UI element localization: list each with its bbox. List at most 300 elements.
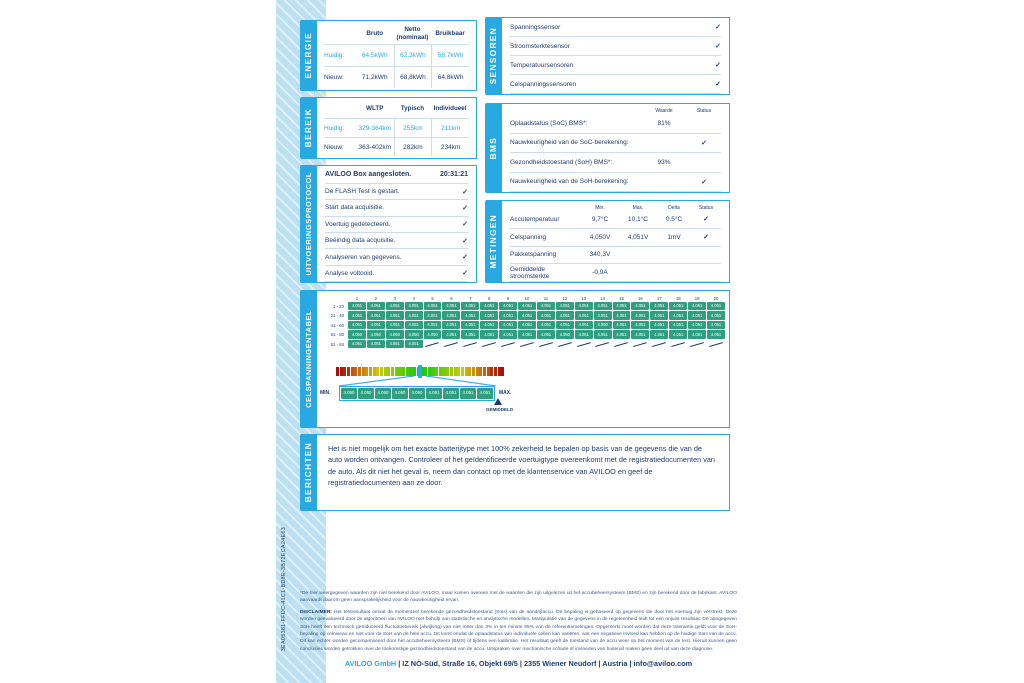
cell-empty	[499, 340, 517, 348]
energie-value: 64,8kWh	[431, 67, 469, 88]
section-tab-label: SENSOREN	[488, 27, 498, 85]
energie-col-header: Netto (nominaal)	[396, 25, 429, 41]
cell-voltage: 4.051	[631, 311, 649, 319]
cell-col-header: 18	[675, 296, 681, 301]
color-bar-segment	[439, 367, 442, 376]
cell-voltage: 4.051	[594, 302, 612, 310]
metingen-min: -0,9A	[592, 269, 608, 277]
metingen-row-label: Celspanning	[510, 233, 547, 241]
cell-voltage: 4.050	[367, 330, 385, 338]
zoom-cell-voltage: 4.050	[375, 388, 391, 399]
metingen-status: ✓	[703, 234, 709, 242]
cell-voltage: 4.051	[480, 302, 498, 310]
cell-voltage: 4.051	[613, 311, 631, 319]
cell-voltage: 4.051	[442, 302, 460, 310]
color-bar-segment	[494, 367, 497, 376]
check-icon: ✓	[462, 254, 468, 261]
energie-row-label: Huidig:	[324, 52, 345, 59]
bms-row-label: Nauwkeurigheid van de SoC-berekening:	[510, 139, 629, 147]
cell-voltage: 4.051	[405, 311, 423, 319]
metingen-row	[510, 229, 721, 247]
color-bar-segment	[479, 367, 482, 376]
bms-row	[510, 114, 721, 134]
cell-voltage: 4.050	[594, 321, 612, 329]
section-tab-label: UITVOERINGSPROTOCOL	[303, 172, 313, 276]
zoom-cell-voltage: 4.051	[477, 388, 493, 399]
cell-voltage: 4.051	[669, 321, 687, 329]
color-bar-segment	[406, 367, 409, 376]
cell-row-label: 81 - 84	[330, 341, 344, 347]
section-tab-label: BMS	[488, 136, 498, 160]
energie-table	[317, 21, 476, 90]
energie-row	[324, 44, 469, 66]
color-bar-segment	[351, 367, 354, 376]
energie-row-label: Nieuw:	[324, 74, 344, 81]
check-icon: ✓	[462, 237, 468, 245]
footer-brand: AVILOO GmbH	[344, 659, 397, 668]
protocol-step-label: Beëindig data acquisitie.	[325, 237, 396, 245]
cell-col-header: 10	[524, 296, 530, 301]
max-label: MAX.	[499, 390, 512, 396]
cell-col-header: 6	[450, 296, 453, 301]
bereik-row-label: Nieuw:	[324, 143, 344, 151]
energie-col-header: Bruikbaar	[435, 29, 465, 37]
color-bar-segment	[384, 367, 387, 376]
cell-voltage: 4.051	[480, 330, 498, 338]
cell-empty	[518, 340, 536, 348]
bereik-row	[324, 118, 469, 137]
cell-voltage: 4.051	[442, 330, 460, 338]
average-marker-icon	[494, 398, 502, 405]
cell-col-header: 1	[355, 296, 359, 301]
bms-row-status: ✓	[701, 178, 707, 186]
bms-table	[501, 103, 730, 193]
cell-voltage: 4.051	[537, 330, 555, 338]
report-id-vertical: 3EA05381-FFDC-41C1-BD8E-3B72ECA24E63	[281, 527, 287, 652]
cell-voltage: 4.051	[367, 321, 385, 329]
cell-voltage: 4.051	[594, 330, 612, 338]
cell-voltage: 4.051	[650, 330, 668, 338]
bms-row-status: ✓	[701, 139, 707, 147]
cell-col-header: 12	[562, 296, 568, 301]
metingen-delta: 1mV	[667, 233, 681, 241]
cell-voltage: 4.051	[367, 311, 385, 319]
color-bar-segment	[442, 367, 445, 376]
cell-col-header: 13	[581, 296, 587, 301]
section-tab-sensoren	[485, 17, 501, 95]
cell-empty	[669, 340, 687, 348]
cell-voltage: 4.051	[518, 330, 536, 338]
disclaimer-text: Het testresultaat omvat de momenteel berekende gezondheidstoestand (SoH) van de aandrijfaccu. De bepaling is gebaseerd op gegevens die door het voertuig zijn verstrekt. Deze worden geëvalueerd door de algoritmen van AVILOO met behulp van statistische en analytische modellen. Manipulatie van de gegevens in de regeleenheid leidt tot een onjuist resultaat. De aangegeven SoH heeft een technisch geïnduceerd fluctuatiebereik (afwijking) van niet meer dan 3% in ten minste 95% van de referentiemetingen. Opgemerkt moet worden dat deze tolerantie geldt voor de SoH-bepaling op celniveau en niet voor de SoH van de hele accu. Dit komt omdat de oplaadstatus van individuele cellen kan variëren, wat een negatieve invloed kan hebben op de huidige SoH van de accu. Dit kan echter worden gecompenseerd door het accubeheersysteem (BMS) of tijdens een kalibratie. Het resultaat geeft de toestand van de accu weer op het moment van de test. Hieruit kunnen geen conclusies worden getrokken over de toekomstige gezondheidstoestand van de accu. Uitspraken over mechanische schade of invloeden van buitenaf maken geen deel uit van deze diagnose.	[300, 610, 737, 652]
cell-voltage: 4.051	[424, 311, 442, 319]
section-bms	[485, 103, 730, 193]
protocol-step-label: Start data acquisitie.	[325, 204, 384, 212]
protocol-step	[325, 184, 468, 200]
cell-voltage: 4.051	[631, 330, 649, 338]
cell-voltage: 4.051	[537, 321, 555, 329]
bms-row-label: Oplaadstatus (SoC) BMS*:	[510, 119, 588, 127]
bereik-table	[317, 98, 476, 158]
section-tab-bms	[485, 103, 501, 193]
cell-voltage: 4.051	[669, 330, 687, 338]
cell-voltage: 4.051	[650, 302, 668, 310]
protocol-step	[325, 200, 468, 216]
cell-col-header: 14	[600, 296, 606, 301]
cell-voltage: 4.051	[707, 311, 725, 319]
bms-row	[510, 153, 721, 173]
color-bar-segment	[347, 367, 350, 376]
energie-value: 71,2kWh	[361, 74, 388, 81]
metingen-min: 340,3V	[589, 251, 611, 259]
energie-value: 58,7kWh	[431, 45, 469, 66]
cell-empty	[424, 340, 442, 348]
cell-col-header: 2	[374, 296, 378, 301]
cell-voltage: 4.051	[613, 321, 631, 329]
cell-voltage: 4.051	[518, 302, 536, 310]
color-bar-segment	[446, 367, 449, 376]
cell-voltage: 4.051	[537, 311, 555, 319]
color-bar-segment	[387, 367, 390, 376]
cell-voltage: 4.051	[461, 321, 479, 329]
cell-voltage-grid	[323, 296, 725, 348]
cell-voltage: 4.050	[556, 330, 574, 338]
protocol-step-label: De FLASH Test is gestart.	[325, 188, 400, 196]
bereik-col-header: Typisch	[400, 105, 425, 113]
cell-voltage: 4.051	[367, 302, 385, 310]
bereik-col-header: WLTP	[366, 105, 384, 113]
bereik-value: 329-364km	[358, 124, 391, 132]
metingen-col-delta: Delta	[668, 205, 680, 211]
cell-voltage: 4.051	[442, 321, 460, 329]
cell-voltage: 4.051	[594, 311, 612, 319]
cell-empty	[442, 340, 460, 348]
protocol-list	[316, 165, 477, 283]
protocol-step	[325, 249, 468, 265]
cell-voltage: 4.051	[424, 321, 442, 329]
cell-voltage: 4.051	[499, 330, 517, 338]
sensor-label: Stroomsterktesensor	[510, 42, 570, 50]
zoom-cell-voltage: 4.050	[341, 388, 357, 399]
energie-value: 64,5kWh	[361, 52, 388, 59]
cell-col-header: 11	[543, 296, 549, 301]
cell-voltage: 4.051	[348, 340, 366, 348]
bms-row	[510, 134, 721, 154]
cell-voltage: 4.050	[386, 330, 404, 338]
cell-voltage: 4.051	[631, 321, 649, 329]
section-tab-energie	[300, 20, 316, 91]
cell-voltage: 4.051	[499, 321, 517, 329]
footer	[300, 659, 737, 668]
color-bar-segment	[402, 367, 405, 376]
energie-col-header: Bruto	[366, 29, 384, 37]
cell-voltage: 4.051	[518, 321, 536, 329]
energie-row	[324, 66, 469, 88]
cell-col-header: 15	[619, 296, 624, 301]
section-bereik	[300, 97, 477, 159]
bereik-row	[324, 137, 469, 156]
cell-voltage: 4.050	[424, 330, 442, 338]
protocol-step	[325, 233, 468, 249]
color-bar-segment	[457, 367, 460, 376]
cell-col-header: 3	[393, 296, 396, 301]
check-icon: ✓	[715, 24, 721, 31]
cell-row-label: 1 - 20	[333, 303, 344, 309]
cell-voltage: 4.051	[405, 321, 423, 329]
color-bar-segment	[380, 367, 383, 376]
color-bar-segment	[454, 367, 457, 376]
bereik-col-header: Individueel	[433, 105, 467, 113]
cell-row-label: 61 - 80	[330, 332, 344, 338]
metingen-max: 10,1°C	[628, 215, 648, 223]
color-bar-segment	[465, 367, 468, 376]
zoom-cell-voltage: 4.050	[392, 388, 408, 399]
bms-row-label: Nauwkeurigheid van de SoH-berekening:	[510, 178, 629, 186]
sensor-row	[510, 18, 721, 37]
color-bar-segment	[450, 367, 453, 376]
cell-voltage: 4.051	[518, 311, 536, 319]
berichten-text: Het is niet mogelijk om het exacte batterijtype met 100% zekerheid te bepalen op basis van de gegevens die van de auto worden ontvangen. Controleer of het geïdentificeerde voertuigtype overeenkomt met de registratiedocumenten van de auto. Als dit niet het geval is, neem dan contact op met de klantenservice van AVILOO en geef de registratiedocumenten aan ze door.	[328, 444, 715, 487]
cell-voltage: 4.051	[386, 321, 404, 329]
check-icon: ✓	[715, 62, 721, 69]
color-bar-segment	[409, 367, 412, 376]
protocol-header-text: AVILOO Box aangesloten.	[325, 170, 412, 178]
average-label: GEMIDDELD	[486, 407, 513, 412]
cell-voltage: 4.050	[348, 330, 366, 338]
energie-value: 62,3kWh	[394, 45, 432, 66]
color-bar-segment	[376, 367, 379, 376]
voltage-zoom-row	[339, 386, 495, 401]
color-bar-segment	[340, 367, 343, 376]
cell-col-header: 4	[412, 296, 415, 301]
bms-row	[510, 173, 721, 193]
cell-voltage: 4.051	[650, 321, 668, 329]
metingen-row-label: Accutemperatuur	[510, 215, 560, 223]
cell-col-header: 20	[713, 296, 719, 301]
color-bar-segment	[391, 367, 394, 376]
metingen-row-label: Pakketspanning	[510, 251, 557, 259]
cell-col-header: 17	[656, 296, 662, 301]
cell-voltage: 4.051	[669, 302, 687, 310]
cell-voltage: 4.051	[461, 302, 479, 310]
cell-voltage: 4.051	[499, 302, 517, 310]
cell-empty	[631, 340, 649, 348]
check-icon: ✓	[462, 270, 468, 278]
cell-col-header: 7	[469, 296, 472, 301]
color-bar-segment	[490, 367, 493, 376]
sensor-row	[510, 37, 721, 56]
check-icon: ✓	[462, 204, 468, 212]
cell-voltage: 4.051	[405, 340, 423, 348]
section-energie	[300, 20, 477, 91]
color-bar-segment	[358, 367, 361, 376]
zoom-cell-voltage: 4.051	[443, 388, 459, 399]
bms-col-status: Status	[696, 108, 712, 114]
section-tab-celspanningentabel	[300, 290, 316, 428]
section-tab-bereik	[300, 97, 316, 159]
protocol-step	[325, 217, 468, 233]
cell-voltage: 4.051	[707, 321, 725, 329]
color-bar-segment	[483, 367, 486, 376]
section-celspanningentabel	[300, 290, 730, 428]
metingen-status: ✓	[703, 216, 709, 224]
metingen-min: 9,7°C	[591, 215, 609, 223]
cell-voltage: 4.051	[556, 302, 574, 310]
color-bar-segment	[501, 367, 504, 376]
color-bar-segment	[336, 367, 339, 376]
metingen-col-status: Status	[698, 205, 714, 211]
color-bar-segment	[395, 367, 398, 376]
metingen-col-max: Max.	[632, 205, 644, 211]
cell-voltage: 4.051	[442, 311, 460, 319]
cell-voltage: 4.051	[480, 321, 498, 329]
metingen-row	[510, 264, 721, 282]
footnote: *De hier weergegeven waarden zijn niet berekend door AVILOO, maar komen overeen met de waarden die zijn uitgelezen uit het accubeheersysteem (BMS) en zijn berekend door de fabrikant. AVILOO aanvaardt daarom geen aansprakelijkheid voor de nauwkeurigheid ervan.	[300, 591, 737, 604]
color-bar-segment	[369, 367, 372, 376]
cell-voltage: 4.051	[405, 302, 423, 310]
disclaimer-label: DISCLAIMER:	[300, 610, 333, 615]
check-icon: ✓	[715, 43, 721, 50]
section-tab-label: METINGEN	[488, 214, 498, 269]
section-tab-label: CELSPANNINGENTABEL	[303, 310, 313, 408]
cell-voltage: 4.051	[556, 311, 574, 319]
sensor-label: Temperatuursensoren	[510, 61, 574, 69]
color-bar-segment	[472, 367, 475, 376]
bms-row-label: Gezondheidstoestand (SoH) BMS*:	[510, 158, 613, 166]
cell-col-header: 9	[506, 296, 510, 301]
protocol-step	[325, 266, 468, 282]
bms-row-waarde: 81%	[657, 119, 671, 127]
cell-voltage: 4.051	[480, 311, 498, 319]
color-bar-segment	[428, 367, 431, 376]
cell-voltage: 4.051	[575, 321, 593, 329]
sensor-label: Celspanningssensoren	[510, 80, 577, 88]
zoom-cell-voltage: 4.050	[409, 388, 425, 399]
cell-voltage: 4.051	[348, 311, 366, 319]
metingen-row-label: Gemiddelde stroomsterkte	[510, 265, 550, 280]
voltage-color-bar	[336, 367, 504, 376]
protocol-step-label: Analyseren van gegevens.	[325, 253, 402, 261]
color-bar-segment	[343, 367, 346, 376]
metingen-delta: 0,5°C	[665, 215, 683, 223]
cell-voltage: 4.051	[461, 311, 479, 319]
color-bar-segment	[424, 367, 427, 376]
color-bar-segment	[476, 367, 479, 376]
cell-voltage: 4.051	[575, 330, 593, 338]
cell-row-label: 41 - 60	[330, 322, 344, 328]
metingen-max: 4,051V	[627, 233, 649, 241]
bereik-value: 211km	[431, 119, 469, 137]
bms-row-waarde: 93%	[657, 158, 671, 166]
metingen-row	[510, 247, 721, 265]
color-bar-segment	[365, 367, 368, 376]
metingen-table	[501, 200, 730, 283]
metingen-row	[510, 211, 721, 229]
section-tab-label: BERICHTEN	[303, 442, 313, 503]
cell-empty	[613, 340, 631, 348]
section-sensoren	[485, 17, 730, 95]
color-bar-segment	[354, 367, 357, 376]
cell-empty	[688, 340, 706, 348]
color-bar-segment	[373, 367, 376, 376]
section-protocol	[300, 165, 477, 283]
cell-voltage: 4.051	[537, 302, 555, 310]
metingen-col-min: Min.	[595, 205, 605, 211]
cell-empty	[537, 340, 555, 348]
magnifier-lines	[336, 376, 504, 386]
cell-col-header: 5	[431, 296, 434, 301]
section-tab-label: BEREIK	[303, 108, 313, 148]
protocol-step-label: Voertuig gedetecteerd.	[325, 220, 391, 228]
section-tab-berichten	[300, 434, 316, 511]
cell-voltage: 4.051	[556, 321, 574, 329]
cell-voltage: 4.051	[707, 302, 725, 310]
color-bar-segment	[398, 367, 401, 376]
sensor-row	[510, 56, 721, 75]
disclaimer	[300, 609, 737, 653]
color-bar-segment	[362, 367, 365, 376]
cell-voltage: 4.051	[613, 330, 631, 338]
cell-voltage: 4.051	[386, 311, 404, 319]
cell-empty	[556, 340, 574, 348]
bereik-value: 363-402km	[358, 143, 391, 151]
bereik-value: 255km	[394, 119, 432, 137]
color-bar-segment	[498, 367, 501, 376]
cell-empty	[594, 340, 612, 348]
cell-empty	[480, 340, 498, 348]
cell-voltage: 4.051	[348, 302, 366, 310]
footer-address: | IZ NÖ-Süd, Straße 16, Objekt 69/5 | 2355 Wiener Neudorf | Austria | info@aviloo.com	[396, 659, 693, 668]
cell-voltage: 4.051	[688, 311, 706, 319]
cell-empty	[461, 340, 479, 348]
sensor-row	[510, 75, 721, 94]
min-label: MIN.	[320, 390, 331, 396]
section-tab-protocol	[300, 165, 316, 283]
color-bar-segment	[487, 367, 490, 376]
section-tab-metingen	[485, 200, 501, 283]
cell-voltage: 4.051	[386, 340, 404, 348]
cell-voltage: 4.051	[613, 302, 631, 310]
cell-row-label: 21 - 40	[330, 313, 344, 319]
cell-voltage: 4.051	[575, 311, 593, 319]
cell-col-header: 16	[638, 296, 643, 301]
cell-voltage: 4.051	[575, 302, 593, 310]
bereik-value: 234km	[431, 138, 469, 156]
cell-voltage: 4.051	[688, 330, 706, 338]
color-bar-segment	[468, 367, 471, 376]
cell-voltage: 4.051	[650, 311, 668, 319]
sensoren-list	[501, 17, 730, 95]
zoom-cell-voltage: 4.051	[460, 388, 476, 399]
section-tab-label: ENERGIE	[303, 32, 313, 79]
cell-empty	[707, 340, 725, 348]
cell-voltage: 4.050	[405, 330, 423, 338]
protocol-header-time: 20:31:21	[439, 170, 468, 178]
zoom-cell-voltage: 4.051	[426, 388, 442, 399]
cell-empty	[650, 340, 668, 348]
color-bar-segment	[461, 367, 464, 376]
sensor-label: Spanningssensor	[510, 23, 561, 31]
cell-voltage: 4.051	[499, 311, 517, 319]
cell-col-header: 8	[488, 296, 491, 301]
cell-voltage: 4.051	[669, 311, 687, 319]
cell-empty	[575, 340, 593, 348]
cell-voltage: 4.051	[631, 302, 649, 310]
energie-value: 68,8kWh	[394, 67, 432, 88]
cell-voltage: 4.051	[461, 330, 479, 338]
color-bar-segment	[431, 367, 434, 376]
cell-voltage: 4.051	[688, 302, 706, 310]
cell-voltage: 4.051	[367, 340, 385, 348]
